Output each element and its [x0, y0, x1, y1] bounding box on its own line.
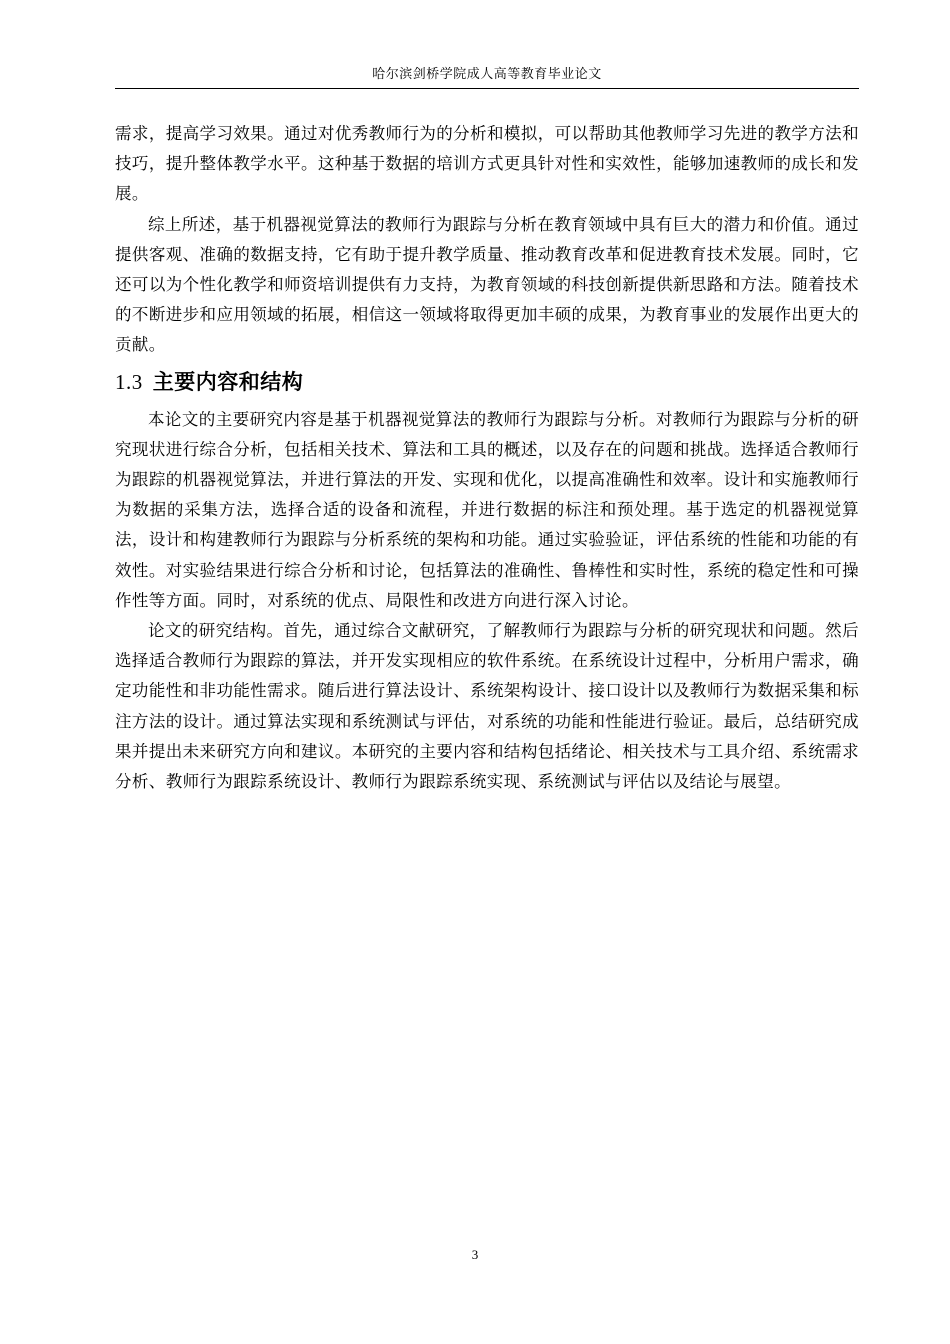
- page-number: 3: [471, 1247, 479, 1262]
- section-heading: [115, 365, 859, 399]
- paragraph-continued: 需求，提高学习效果。通过对优秀教师行为的分析和模拟，可以帮助其他教师学习先进的教学方法和技巧，提升整体教学水平。这种基于数据的培训方式更具针对性和实效性，能够加速教师的成长和发展。: [115, 124, 859, 204]
- paragraph-structure: 论文的研究结构。首先，通过综合文献研究，了解教师行为跟踪与分析的研究现状和问题。然后选择适合教师行为跟踪的算法，并开发实现相应的软件系统。在系统设计过程中，分析用户需求，确定功能性和非功能性需求。随后进行算法设计、系统架构设计、接口设计以及教师行为数据采集和标注方法的设计。通过算法实现和系统测试与评估，对系统的功能和性能进行验证。最后，总结研究成果并提出未来研究方向和建议。本研究的主要内容和结构包括绪论、相关技术与工具介绍、系统需求分析、教师行为跟踪系统设计、教师行为跟踪系统实现、系统测试与评估以及结论与展望。: [115, 621, 859, 792]
- page-header: [115, 62, 859, 89]
- section-title: 主要内容和结构: [152, 369, 304, 394]
- document-body: [115, 119, 859, 797]
- paragraph-main-content: 本论文的主要研究内容是基于机器视觉算法的教师行为跟踪与分析。对教师行为跟踪与分析的研究现状进行综合分析，包括相关技术、算法和工具的概述，以及存在的问题和挑战。选择适合教师行为跟踪的机器视觉算法，并进行算法的开发、实现和优化，以提高准确性和效率。设计和实施教师行为数据的采集方法，选择合适的设备和流程，并进行数据的标注和预处理。基于选定的机器视觉算法，设计和构建教师行为跟踪与分析系统的架构和功能。通过实验验证，评估系统的性能和功能的有效性。对实验结果进行综合分析和讨论，包括算法的准确性、鲁棒性和实时性，系统的稳定性和可操作性等方面。同时，对系统的优点、局限性和改进方向进行深入讨论。: [115, 409, 859, 610]
- header-title: 哈尔滨剑桥学院成人高等教育毕业论文: [372, 67, 602, 82]
- paragraph-summary: 综上所述，基于机器视觉算法的教师行为跟踪与分析在教育领域中具有巨大的潜力和价值。通过提供客观、准确的数据支持，它有助于提升教学质量、推动教育改革和促进教育技术发展。同时，它还可以为个性化教学和师资培训提供有力支持，为教育领域的科技创新提供新思路和方法。随着技术的不断进步和应用领域的拓展，相信这一领域将取得更加丰硕的成果，为教育事业的发展作出更大的贡献。: [115, 214, 859, 355]
- section-number: 1.3: [115, 369, 143, 394]
